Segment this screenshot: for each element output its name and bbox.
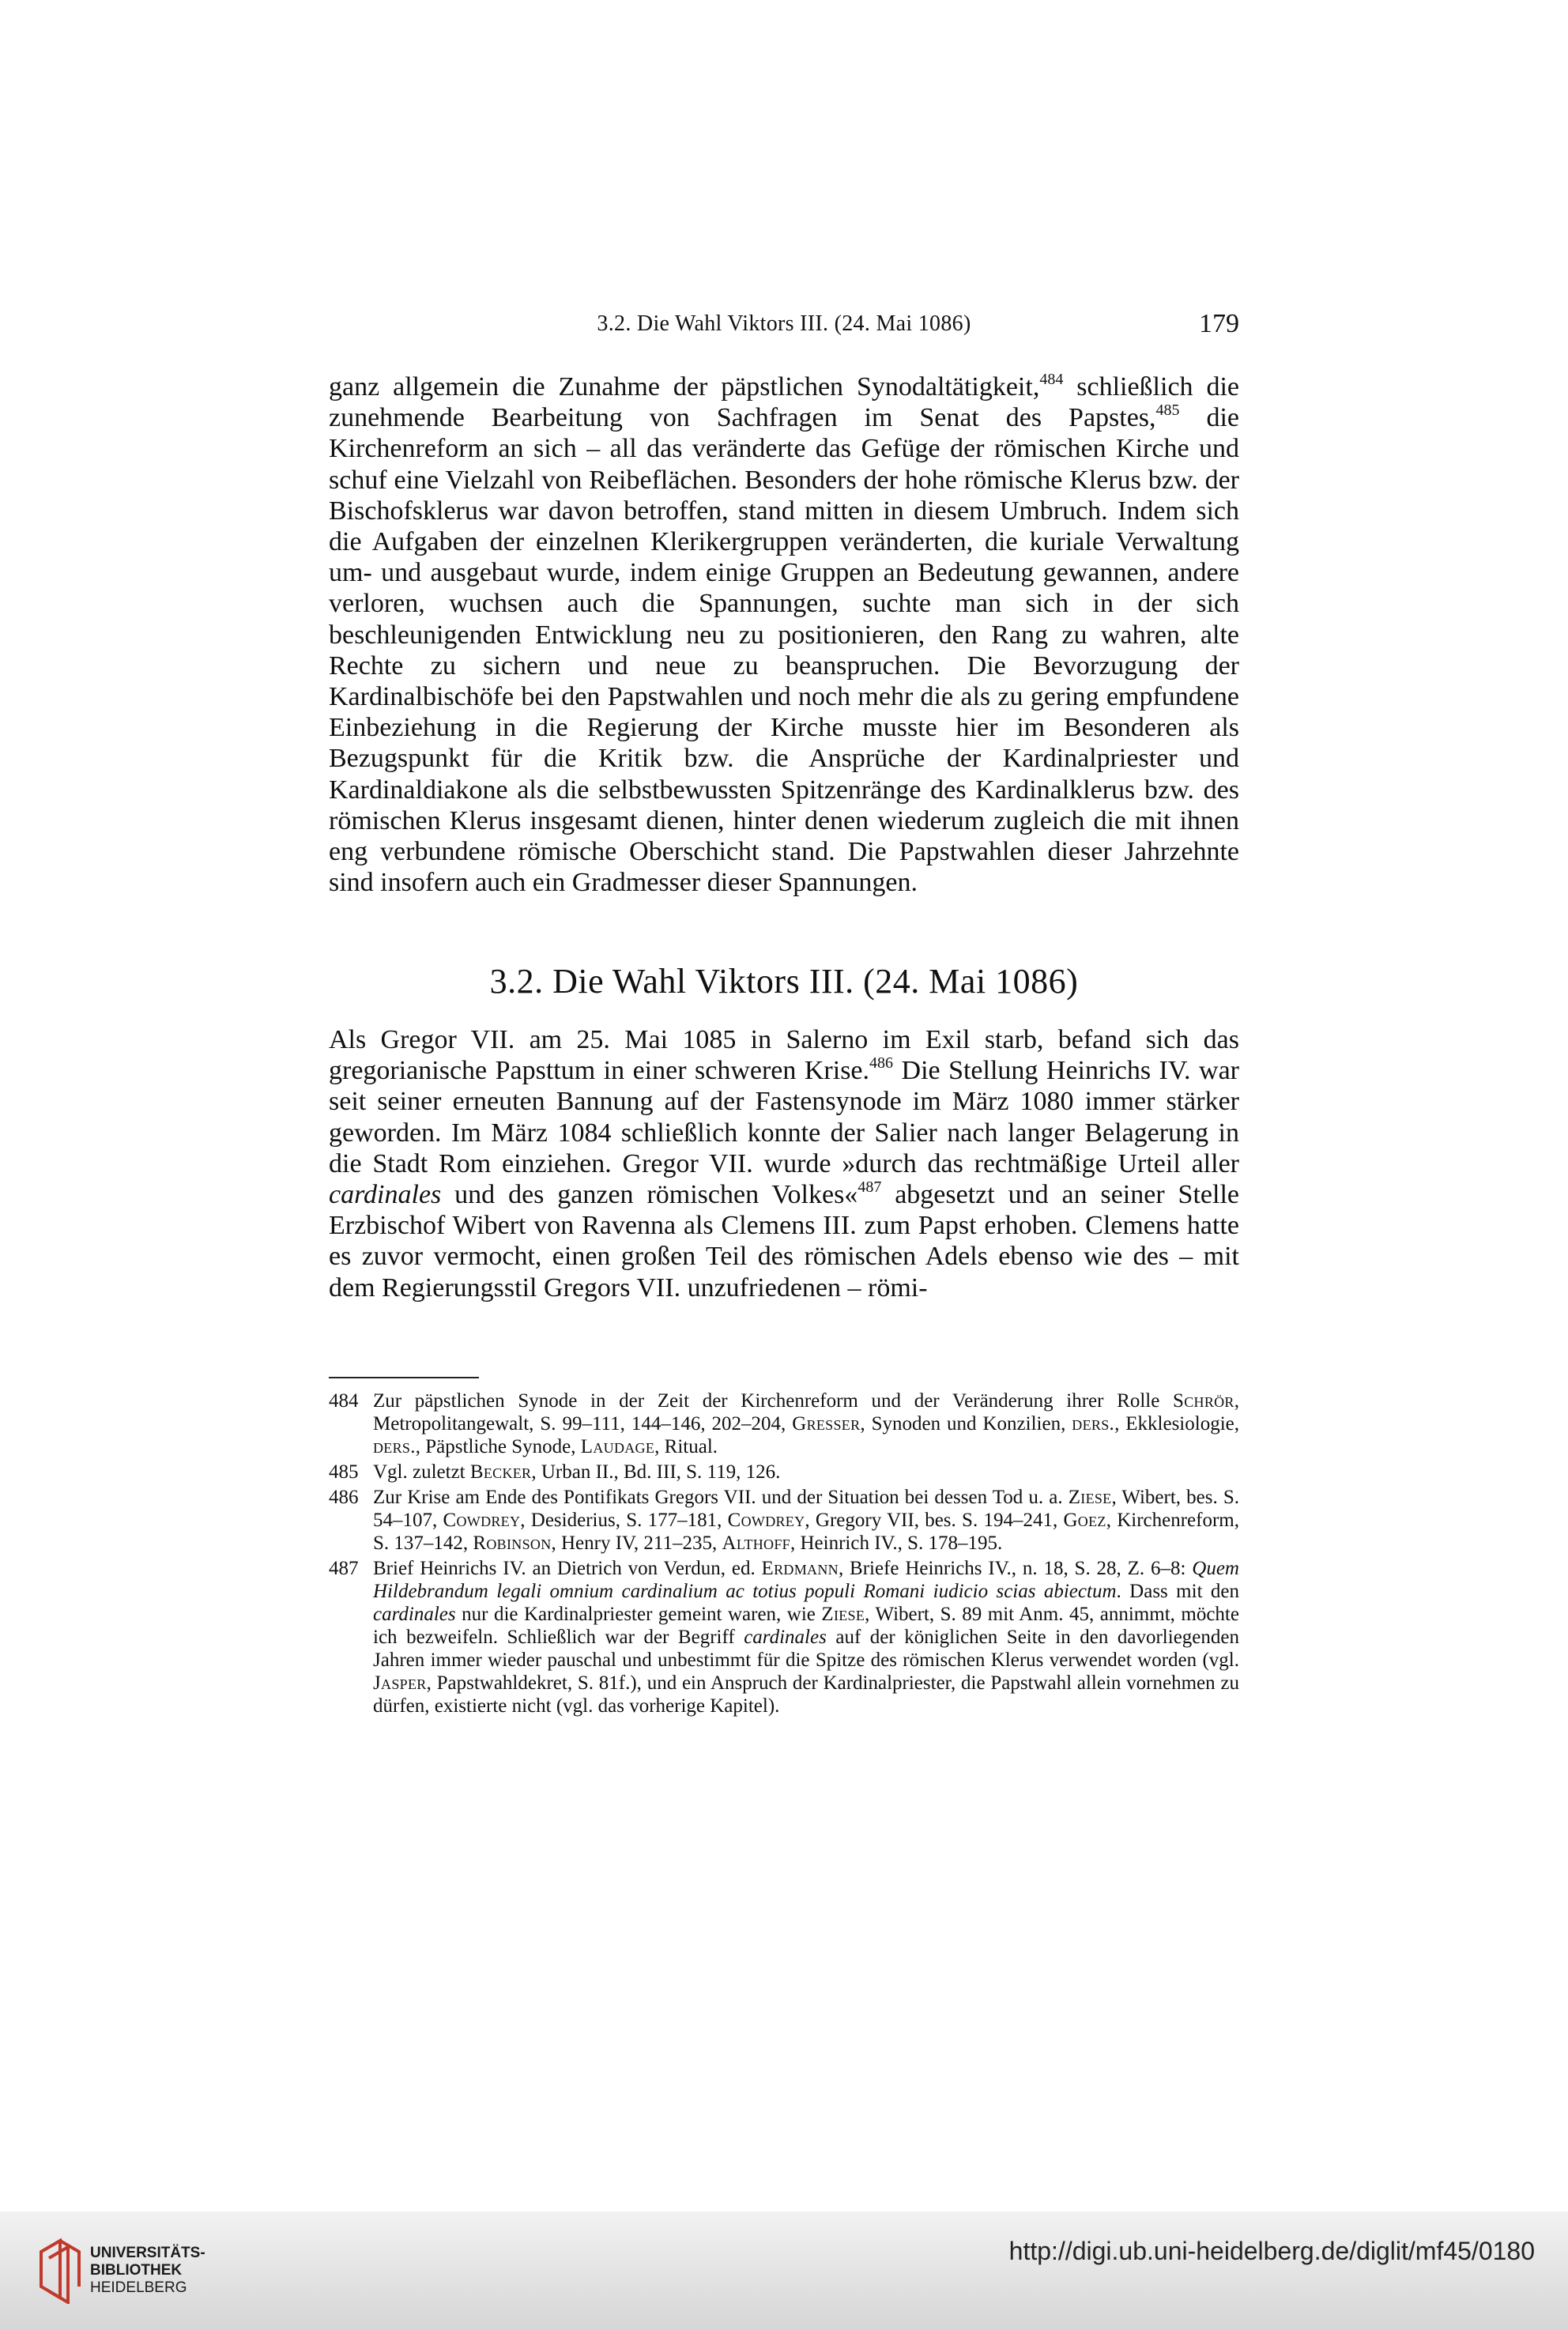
- footnote-ref-487[interactable]: 487: [858, 1178, 882, 1196]
- footnote-separator: [329, 1377, 479, 1378]
- footnote-text: Zur päpstlichen Synode in der Zeit der Kirchenreform und der Veränderung ihrer Rolle Schrör, Metropolitangewalt, S. 99–111, 144–146, 202–204, Gresser, Synoden und Konzilien, ders., Ekklesiologie, ders., Päpstliche Synode, Laudage, Ritual.: [373, 1390, 1239, 1457]
- footnote-text: Zur Krise am Ende des Pontifikats Gregors VII. und der Situation bei dessen Tod u. a. Ziese, Wibert, bes. S. 54–107, Cowdrey, Desiderius, S. 177–181, Cowdrey, Gregory VII, bes. S. 194–241, Goez, Kirchenreform, S. 137–142, Robinson, Henry IV, 211–235, Althoff, Heinrich IV., S. 178–195.: [373, 1487, 1240, 1554]
- section-heading: 3.2. Die Wahl Viktors III. (24. Mai 1086): [489, 962, 1079, 1001]
- footnote-485: [329, 1461, 1239, 1484]
- page-number: 179: [1199, 309, 1239, 338]
- source-url[interactable]: http://digi.ub.uni-heidelberg.de/diglit/mf45/0180: [1008, 2237, 1535, 2265]
- footnote-ref-486[interactable]: 486: [869, 1054, 894, 1072]
- footnote-number: 487: [329, 1558, 359, 1579]
- footnote-ref-484[interactable]: 484: [1039, 370, 1064, 388]
- footnote-486: [329, 1486, 1239, 1555]
- running-head: [329, 307, 1239, 341]
- footnote-487: [329, 1557, 1239, 1717]
- footnote-text: Vgl. zuletzt Becker, Urban II., Bd. III, S. 119, 126.: [373, 1461, 781, 1483]
- library-logo-icon: [36, 2234, 84, 2304]
- footnote-number: 485: [329, 1461, 359, 1483]
- footer-bar: [0, 2211, 1568, 2330]
- library-logo-text: UNIVERSITÄTS- BIBLIOTHEK HEIDELBERG: [90, 2245, 205, 2296]
- footnote-ref-485[interactable]: 485: [1155, 401, 1180, 419]
- paragraph-1: ganz allgemein die Zunahme der päpstlichen Synodaltätigkeit,$^{484}$ schließlich die zunehmende Bearbeitung von Sachfragen im Senat des Papstes,$^{485}$ die Kirchenreform an sich – all das veränderte das Gefüge der römischen Kirche und schuf eine Vielzahl von Reibeflächen. Besonders der hohe römische Klerus bzw. der Bischofsklerus war davon betroffen, stand mitten in diesem Umbruch. Indem sich die Aufgaben der einzelnen Klerikergruppen veränderten, die kuriale Verwaltung um- und ausgebaut wurde, indem einige Gruppen an Bedeutung gewannen, andere verloren, wuchsen auch die Spannungen, suchte man sich in der sich beschleunigenden Entwicklung neu zu positionieren, den Rang zu wahren, alte Rechte zu sichern und neue zu beanspruchen. Die Bevorzugung der Kardinalbischöfe bei den Papstwahlen und noch mehr die als zu gering empfundene Einbeziehung in die Regierung der Kirche musste hier im Besonderen als Bezugspunkt für die Kritik bzw. die Ansprüche der Kardinalpriester und Kardinaldiakone als die selbstbewussten Spitzenränge des Kardinalklerus bzw. des römischen Klerus insgesamt dienen, hinter denen wiederum zugleich die mit ihnen eng verbundene römische Oberschicht stand. Die Papstwahlen dieser Jahrzehnte sind insofern auch ein Gradmesser dieser Spannungen.: [329, 370, 1239, 898]
- footnote-text: Brief Heinrichs IV. an Dietrich von Verdun, ed. Erdmann, Briefe Heinrichs IV., n. 18, S. 28, Z. 6–8: Quem Hildebrandum legali omnium cardinalium ac totius populi Romani iudicio scias abiectum. Dass mit den cardinales nur die Kardinalpriester gemeint waren, wie Ziese, Wibert, S. 89 mit Anm. 45, annimmt, möchte ich bezweifeln. Schließlich war der Begriff cardinales auf der königlichen Seite in den davorliegenden Jahren immer wieder pauschal und unbestimmt für die Spitze des römischen Klerus verwendet worden (vgl. Jasper, Papstwahldekret, S. 81f.), und ein Anspruch der Kardinalpriester, die Papstwahl allein vornehmen zu dürfen, existierte nicht (vgl. das vorherige Kapitel).: [373, 1558, 1240, 1717]
- footnote-484: [329, 1389, 1239, 1458]
- footnote-number: 486: [329, 1487, 359, 1508]
- italic-term: cardinales: [329, 1180, 442, 1210]
- footnote-number: 484: [329, 1390, 359, 1412]
- running-head-title: 3.2. Die Wahl Viktors III. (24. Mai 1086): [597, 311, 971, 336]
- footnotes: [329, 1389, 1239, 1720]
- paragraph-2: Als Gregor VII. am 25. Mai 1085 in Salerno im Exil starb, befand sich das gregorianische Papsttum in einer schweren Krise.$^{486}$ Die Stellung Heinrichs IV. war seit seiner erneuten Bannung auf der Fastensynode im März 1080 immer stärker geworden. Im März 1084 schließlich konnte der Salier nach langer Belagerung in die Stadt Rom einziehen. Gregor VII. wurde »durch das rechtmäßige Urteil aller cardinales und des ganzen römischen Volkes«$^{487}$ abgesetzt und an seiner Stelle Erzbischof Wibert von Ravenna als Clemens III. zum Papst erhoben. Clemens hatte es zuvor vermocht, einen großen Teil des römischen Adels ebenso wie des – mit dem Regierungsstil Gregors VII. unzufriedenen – römi-: [329, 1025, 1240, 1303]
